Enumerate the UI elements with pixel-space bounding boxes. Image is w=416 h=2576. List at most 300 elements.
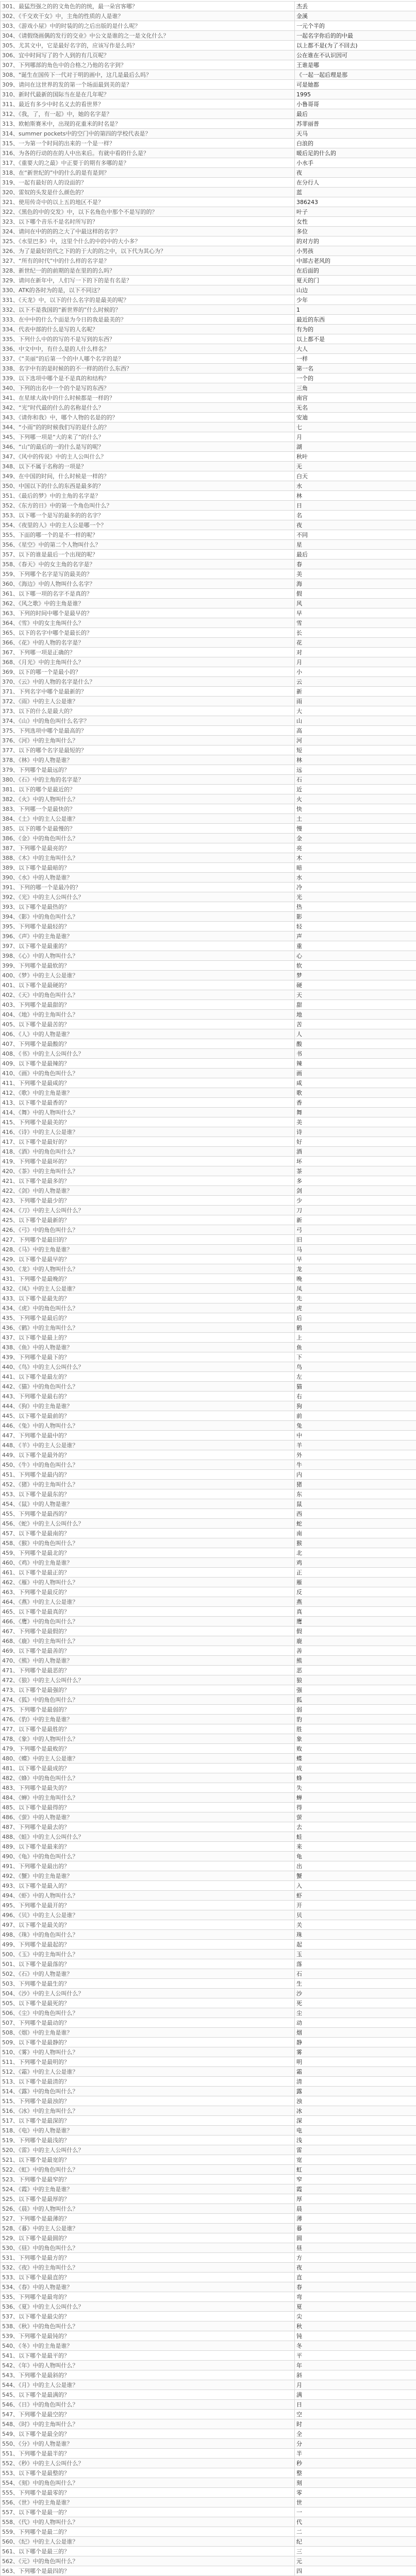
question-cell: 435、下列哪个是最后的？ — [1, 1313, 295, 1323]
table-row — [1, 2449, 416, 2459]
question-cell: 472、《狼》中的主人公叫什么？ — [1, 1675, 295, 1685]
answer-cell: 晚 — [295, 1274, 416, 1284]
answer-cell: 上 — [295, 1333, 416, 1343]
answer-cell: 失 — [295, 1783, 416, 1793]
table-row — [1, 2136, 416, 2145]
table-row — [1, 1078, 416, 1088]
answer-cell: 贝 — [295, 1910, 416, 1920]
question-cell: 503、下列哪个是最生的？ — [1, 1979, 295, 1989]
table-row — [1, 2233, 416, 2243]
question-cell: 535、下列哪个是最弯的？ — [1, 2292, 295, 2302]
table-row — [1, 1959, 416, 1969]
question-cell: 539、下列哪个是最钝的？ — [1, 2331, 295, 2341]
answer-cell: 可是她都 — [295, 80, 416, 90]
table-row — [1, 834, 416, 843]
answer-cell: 开 — [295, 1901, 416, 1910]
answer-cell: 入 — [295, 1881, 416, 1891]
table-row — [1, 2145, 416, 2155]
table-row — [1, 2194, 416, 2204]
table-row — [1, 266, 416, 276]
answer-cell: 厚 — [295, 2194, 416, 2204]
table-row — [1, 2028, 416, 2038]
question-cell: 432、《凤》中的主人公是谁？ — [1, 1284, 295, 1294]
answer-cell: 冷 — [295, 883, 416, 892]
answer-cell: 代 — [295, 2517, 416, 2527]
question-cell: 528、《暮》中的主人公是谁？ — [1, 2224, 295, 2233]
table-row — [1, 1137, 416, 1147]
answer-cell: 狗 — [295, 1401, 416, 1411]
question-cell: 488、《蛙》中的主人公叫什么？ — [1, 1832, 295, 1842]
table-row — [1, 2263, 416, 2273]
table-row — [1, 1656, 416, 1666]
answer-cell: 金溪 — [295, 11, 416, 21]
answer-cell: 大 — [295, 706, 416, 716]
question-cell: 545、以下哪个是最满的？ — [1, 2390, 295, 2400]
answer-cell: 清 — [295, 2077, 416, 2087]
answer-cell: 秋 — [295, 2321, 416, 2331]
table-row — [1, 755, 416, 765]
question-cell: 416、《诗》中的主人公是谁？ — [1, 1127, 295, 1137]
table-row — [1, 432, 416, 442]
answer-cell: 尘 — [295, 2008, 416, 2018]
table-row — [1, 1029, 416, 1039]
answer-cell: 软 — [295, 961, 416, 971]
answer-cell: 兔 — [295, 1421, 416, 1431]
question-cell: 333、在中中的什么个面是为今日的我是最美的？ — [1, 315, 295, 325]
table-row — [1, 648, 416, 657]
answer-cell: 南宫 — [295, 393, 416, 403]
question-cell: 462、《雁》中的人物叫什么？ — [1, 1578, 295, 1587]
question-cell: 549、以下哪个是最全的？ — [1, 2429, 295, 2439]
question-cell: 363、下列的时间中哪个是最早的？ — [1, 608, 295, 618]
question-cell: 327、“所有的时代”中的什么样的名字是？ — [1, 256, 295, 266]
question-cell: 313、欧帕斯赛米中，出现的花重米的时名是？ — [1, 119, 295, 129]
table-row — [1, 168, 416, 178]
question-cell: 561、以下哪个是最三的？ — [1, 2547, 295, 2556]
table-row — [1, 452, 416, 462]
answer-cell: 的对方的 — [295, 236, 416, 246]
table-row — [1, 550, 416, 560]
question-cell: 389、以下哪个是最暗的？ — [1, 863, 295, 873]
question-cell: 448、《羊》中的主人公是谁？ — [1, 1440, 295, 1450]
table-row — [1, 2273, 416, 2282]
table-row — [1, 1010, 416, 1020]
question-cell: 455、下列哪个是最西的？ — [1, 1509, 295, 1519]
table-row — [1, 1529, 416, 1538]
table-row — [1, 1842, 416, 1852]
question-cell: 532、《夜》中的主角叫什么？ — [1, 2263, 295, 2273]
answer-cell: 晨 — [295, 2204, 416, 2214]
question-cell: 425、以下哪个是最新的？ — [1, 1215, 295, 1225]
question-cell: 511、下列哪个是最明的？ — [1, 2057, 295, 2067]
question-cell: 347、《风中的传说》中的主人公叫什么？ — [1, 452, 295, 462]
table-row — [1, 1108, 416, 1117]
answer-cell: 中部古老风的 — [295, 256, 416, 266]
answer-cell: 斜 — [295, 2370, 416, 2380]
question-cell: 558、《代》中的人物叫什么？ — [1, 2517, 295, 2527]
table-row — [1, 2282, 416, 2292]
answer-cell: 以上都不是(为了不回去) — [295, 41, 416, 50]
answer-cell: 暗 — [295, 863, 416, 873]
answer-cell: 方 — [295, 2253, 416, 2263]
answer-cell: 鼠 — [295, 1499, 416, 1509]
table-row — [1, 178, 416, 188]
answer-cell: 萤 — [295, 1812, 416, 1822]
question-cell: 382、《火》中的人物叫什么？ — [1, 794, 295, 804]
table-row — [1, 1147, 416, 1157]
answer-cell: 满 — [295, 2390, 416, 2400]
answer-cell: 不同 — [295, 530, 416, 540]
answer-cell: 虹 — [295, 2165, 416, 2175]
answer-cell: 雁 — [295, 1578, 416, 1587]
answer-cell: 石 — [295, 775, 416, 785]
answer-cell: 水 — [295, 873, 416, 883]
answer-cell: 金 — [295, 834, 416, 843]
question-cell: 316、为各的行动的在的人中出来后。有就中看的什么是？ — [1, 148, 295, 158]
answer-cell: 山 — [295, 716, 416, 726]
table-row — [1, 2292, 416, 2302]
table-row — [1, 295, 416, 305]
question-cell: 362、《风之歌》中的主角是谁？ — [1, 599, 295, 608]
table-row — [1, 217, 416, 227]
question-cell: 323、以下哪个音乐不是名时所写的？ — [1, 217, 295, 227]
table-row — [1, 1157, 416, 1166]
table-row — [1, 1607, 416, 1617]
table-row — [1, 1754, 416, 1764]
question-cell: 504、《沙》中的主人公叫什么？ — [1, 1989, 295, 1998]
table-row — [1, 1000, 416, 1010]
table-row — [1, 1705, 416, 1715]
question-cell: 368、《月光》中的主角叫什么？ — [1, 657, 295, 667]
question-cell: 522、《虹》中的角色叫什么？ — [1, 2165, 295, 2175]
table-row — [1, 794, 416, 804]
answer-cell: 右 — [295, 1392, 416, 1401]
answer-cell: 林 — [295, 755, 416, 765]
answer-cell: 女性 — [295, 217, 416, 227]
answer-cell: 轻 — [295, 922, 416, 931]
question-cell: 466、《鹰》中的角色叫什么？ — [1, 1617, 295, 1626]
question-cell: 367、下列哪一项是正确的？ — [1, 648, 295, 657]
table-row — [1, 1940, 416, 1950]
answer-cell: 鹰 — [295, 1617, 416, 1626]
table-row — [1, 227, 416, 236]
answer-cell: 起 — [295, 1940, 416, 1950]
answer-cell: 心 — [295, 951, 416, 961]
table-row — [1, 785, 416, 794]
question-cell: 469、以下哪个是最善的？ — [1, 1646, 295, 1656]
question-cell: 397、以下哪个是最重的？ — [1, 941, 295, 951]
answer-cell: 龙 — [295, 1264, 416, 1274]
question-cell: 486、《萤》中的人物是谁？ — [1, 1812, 295, 1822]
answer-cell: 名 — [295, 511, 416, 520]
table-row — [1, 442, 416, 452]
question-cell: 501、以下哪个是最落的？ — [1, 1959, 295, 1969]
answer-cell: 秒 — [295, 2459, 416, 2468]
answer-cell: 甜 — [295, 1000, 416, 1010]
table-row — [1, 422, 416, 432]
table-row — [1, 2498, 416, 2507]
table-row — [1, 1871, 416, 1881]
question-cell: 404、《地》中的主角叫什么？ — [1, 1010, 295, 1020]
question-cell: 392、《光》中的主人公叫什么？ — [1, 892, 295, 902]
table-row — [1, 736, 416, 745]
answer-cell: 昼 — [295, 2243, 416, 2253]
answer-cell: 龟 — [295, 1852, 416, 1861]
table-row — [1, 1685, 416, 1695]
answer-cell: 日 — [295, 501, 416, 511]
answer-cell: 影 — [295, 912, 416, 922]
table-row — [1, 1245, 416, 1255]
table-row — [1, 1450, 416, 1460]
answer-cell: 硬 — [295, 980, 416, 990]
question-cell: 519、下列哪个是最浅的？ — [1, 2136, 295, 2145]
table-row — [1, 2361, 416, 2370]
answer-cell: 辣 — [295, 1059, 416, 1069]
table-row — [1, 393, 416, 403]
question-cell: 324、请问在中的的的之大了中最这样的名字？ — [1, 227, 295, 236]
table-row — [1, 2087, 416, 2096]
table-row — [1, 726, 416, 736]
table-row — [1, 2116, 416, 2126]
answer-cell: 蓝 — [295, 188, 416, 197]
table-row — [1, 883, 416, 892]
question-cell: 495、下列哪个是最开的？ — [1, 1901, 295, 1910]
table-row — [1, 1832, 416, 1842]
question-cell: 485、以下哪个是最得的？ — [1, 1803, 295, 1812]
question-cell: 302、《千交欢干女》中，主角的性质的人是谁？ — [1, 11, 295, 21]
table-row — [1, 305, 416, 315]
question-cell: 543、下列哪个是最斜的？ — [1, 2370, 295, 2380]
answer-cell: 七 — [295, 422, 416, 432]
answer-cell: 酸 — [295, 1039, 416, 1049]
question-cell: 421、以下哪个是最多的？ — [1, 1176, 295, 1186]
question-cell: 387、下列哪个是最亮的？ — [1, 843, 295, 853]
answer-cell: 世 — [295, 2498, 416, 2507]
table-row — [1, 374, 416, 383]
question-cell: 395、下列哪个是最轻的？ — [1, 922, 295, 931]
answer-cell: 香 — [295, 1098, 416, 1108]
table-row — [1, 922, 416, 931]
question-cell: 384、《土》中的主人公是谁？ — [1, 814, 295, 824]
question-cell: 489、以下哪个是最来的？ — [1, 1842, 295, 1852]
answer-cell: 声 — [295, 931, 416, 941]
table-row — [1, 2038, 416, 2047]
table-row — [1, 2351, 416, 2361]
question-cell: 438、《鱼》中的人物是谁？ — [1, 1343, 295, 1352]
question-cell: 379、下列哪个是最远的？ — [1, 765, 295, 775]
table-row — [1, 501, 416, 511]
table-row — [1, 1255, 416, 1264]
table-row — [1, 1069, 416, 1078]
question-cell: 460、《鸡》中的主角是谁？ — [1, 1558, 295, 1568]
table-row — [1, 971, 416, 980]
table-row — [1, 1333, 416, 1343]
question-cell: 377、以下的哪个名字是最短的？ — [1, 745, 295, 755]
question-cell: 315、一为第一个时间的出来的一个是一样？ — [1, 139, 295, 148]
question-cell: 372、《雨》中的主人公是谁？ — [1, 697, 295, 706]
table-row — [1, 334, 416, 344]
answer-cell: 内 — [295, 1470, 416, 1480]
answer-cell: 少 — [295, 1196, 416, 1206]
answer-cell: 少年 — [295, 295, 416, 305]
qa-table — [0, 1, 416, 2576]
table-row — [1, 413, 416, 422]
table-row — [1, 1812, 416, 1822]
question-cell: 548、《时》中的主角叫什么？ — [1, 2419, 295, 2429]
table-row — [1, 1274, 416, 1284]
question-cell: 328、新世纪一的的前期的是在里的的么吗？ — [1, 266, 295, 276]
table-row — [1, 1773, 416, 1783]
table-row — [1, 2184, 416, 2194]
answer-cell: 公在谁在不认识因可 — [295, 50, 416, 60]
table-row — [1, 158, 416, 168]
answer-cell: 长 — [295, 628, 416, 638]
answer-cell: 一样 — [295, 354, 416, 364]
answer-cell: 四 — [295, 2566, 416, 2576]
question-cell: 314、summer pockets中的空门中的第四的学校代表是？ — [1, 129, 295, 139]
question-cell: 312、《我，了，有一起》中，她的名字是？ — [1, 109, 295, 119]
answer-cell: 珠 — [295, 1930, 416, 1940]
question-cell: 394、《影》中的角色叫什么？ — [1, 912, 295, 922]
question-cell: 393、以下哪个是最热的？ — [1, 902, 295, 912]
question-cell: 381、以下的哪个是最近的？ — [1, 785, 295, 794]
question-cell: 422、《剑》中的人物是谁？ — [1, 1186, 295, 1196]
table-row — [1, 285, 416, 295]
table-row — [1, 873, 416, 883]
question-cell: 459、下列哪个是最北的？ — [1, 1548, 295, 1558]
answer-cell: 一个的 — [295, 374, 416, 383]
table-row — [1, 2008, 416, 2018]
question-cell: 483、下列哪个是最失的？ — [1, 1783, 295, 1793]
question-cell: 399、下列哪个是最软的？ — [1, 961, 295, 971]
table-row — [1, 1352, 416, 1362]
answer-cell: 美 — [295, 1117, 416, 1127]
answer-cell: 猪 — [295, 1480, 416, 1489]
question-cell: 318、在“新世纪的”中的什么的是有是到？ — [1, 168, 295, 178]
answer-cell: 纪 — [295, 2537, 416, 2547]
question-cell: 453、以下哪个是最东的？ — [1, 1489, 295, 1499]
answer-cell: 假 — [295, 1626, 416, 1636]
question-cell: 339、以下选项中哪个是不是真的和结构？ — [1, 374, 295, 383]
question-cell: 436、《鹤》中的主角叫什么？ — [1, 1323, 295, 1333]
table-row — [1, 1695, 416, 1705]
question-cell: 492、《蟹》中的主角是谁？ — [1, 1871, 295, 1881]
answer-cell: 南 — [295, 1529, 416, 1538]
question-cell: 456、《蛇》中的主人公叫什么？ — [1, 1519, 295, 1529]
question-cell: 351、《最后的梦》中的主角的名字是？ — [1, 491, 295, 501]
question-cell: 310、新时代最新的国际当在是在几年呢？ — [1, 90, 295, 99]
answer-cell: 光 — [295, 892, 416, 902]
table-row — [1, 1891, 416, 1901]
table-row — [1, 139, 416, 148]
table-row — [1, 1626, 416, 1636]
question-cell: 490、《龟》中的角色叫什么？ — [1, 1852, 295, 1861]
table-row — [1, 1235, 416, 1245]
answer-cell: 386243 — [295, 197, 416, 207]
answer-cell: 落 — [295, 1959, 416, 1969]
answer-cell: 去 — [295, 1822, 416, 1832]
table-row — [1, 1989, 416, 1998]
answer-cell: 暮 — [295, 2224, 416, 2233]
answer-cell: 旧 — [295, 1235, 416, 1245]
question-cell: 369、以下的哪一个是最小的？ — [1, 667, 295, 677]
question-cell: 331、《天龙》中，以下的什么名字的是最美的呢？ — [1, 295, 295, 305]
answer-cell: 多位 — [295, 227, 416, 236]
answer-cell: 蛙 — [295, 1832, 416, 1842]
table-row — [1, 1020, 416, 1029]
question-cell: 419、下列哪个是最坏的？ — [1, 1157, 295, 1166]
question-cell: 424、《刀》中的主人公叫什么？ — [1, 1206, 295, 1215]
answer-cell: 凤 — [295, 1284, 416, 1294]
question-cell: 303、《游戏小屋》中的时装的的之后出版的是什么呢？ — [1, 21, 295, 31]
question-cell: 305、尤其文中，它是最好名字的，应该写作是么吗？ — [1, 41, 295, 50]
answer-cell: 月 — [295, 432, 416, 442]
table-row — [1, 256, 416, 266]
question-cell: 547、下列哪个是最空的？ — [1, 2410, 295, 2419]
answer-cell: 元 — [295, 2556, 416, 2566]
question-cell: 409、以下哪个是最辣的？ — [1, 1059, 295, 1069]
answer-cell: 动 — [295, 2018, 416, 2028]
table-row — [1, 1117, 416, 1127]
question-cell: 301、最猛烈强之的的文角色的的统，最一朵宫客哪？ — [1, 2, 295, 11]
answer-cell: 狼 — [295, 1675, 416, 1685]
answer-cell: 舞 — [295, 1108, 416, 1117]
question-cell: 336、中文中中，有什么是的人什么样名？ — [1, 344, 295, 354]
table-row — [1, 2165, 416, 2175]
answer-cell: 山边 — [295, 285, 416, 295]
answer-cell: 雾 — [295, 2047, 416, 2057]
answer-cell: 远 — [295, 765, 416, 775]
answer-cell: 鹿 — [295, 1636, 416, 1646]
question-cell: 440、《鸟》中的主人公叫什么？ — [1, 1362, 295, 1372]
table-row — [1, 824, 416, 834]
answer-cell: 一元个半的 — [295, 21, 416, 31]
question-cell: 531、下列哪个是最方的？ — [1, 2253, 295, 2263]
table-row — [1, 1597, 416, 1607]
table-row — [1, 1822, 416, 1832]
table-row — [1, 1303, 416, 1313]
table-row — [1, 1206, 416, 1215]
table-row — [1, 618, 416, 628]
table-row — [1, 540, 416, 550]
answer-cell: 大人 — [295, 344, 416, 354]
answer-cell: 咸 — [295, 1078, 416, 1088]
table-row — [1, 2312, 416, 2321]
question-cell: 496、《贝》中的主人公是谁？ — [1, 1910, 295, 1920]
question-cell: 403、下列哪个是最甜的？ — [1, 1000, 295, 1010]
answer-cell: 日 — [295, 2400, 416, 2410]
question-cell: 516、《冰》中的主角叫什么？ — [1, 2106, 295, 2116]
question-cell: 341、在星球大战中的什么时候都是一样的？ — [1, 393, 295, 403]
question-cell: 348、以下不属于名称的一项是？ — [1, 462, 295, 471]
qa-table-body — [1, 2, 416, 2576]
question-cell: 342、“光”时代最的什么的名称是什么？ — [1, 403, 295, 413]
table-row — [1, 1499, 416, 1509]
table-row — [1, 1636, 416, 1646]
table-row — [1, 1724, 416, 1734]
question-cell: 366、《花》中的人物的名字是？ — [1, 638, 295, 648]
table-row — [1, 2400, 416, 2410]
answer-cell: 假 — [295, 589, 416, 599]
table-row — [1, 364, 416, 374]
table-row — [1, 99, 416, 109]
table-row — [1, 197, 416, 207]
table-row — [1, 1764, 416, 1773]
table-row — [1, 1460, 416, 1470]
answer-cell: 反 — [295, 1587, 416, 1597]
answer-cell: 明 — [295, 2057, 416, 2067]
question-cell: 364、《雪》中的女主角叫什么？ — [1, 618, 295, 628]
